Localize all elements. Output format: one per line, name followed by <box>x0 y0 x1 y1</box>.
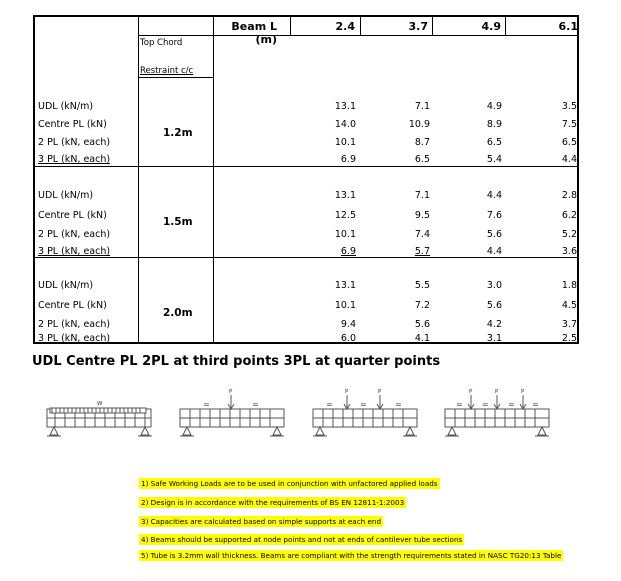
cell: 5.7 <box>414 246 430 257</box>
point-load-label: P <box>229 389 233 395</box>
note-5: 5) Tube is 3.2mm wall thickness. Beams are compliant with the strength requirements stated in NASC TG20:13 Table <box>141 551 562 560</box>
cell: 6.5 <box>414 154 430 165</box>
note-3: 3) Capacities are calculated based on simple supports at each end <box>141 517 382 526</box>
cell: 2.8 <box>561 190 577 201</box>
row-label: Centre PL (kN) <box>38 119 107 130</box>
equal-spacing-mark: = <box>326 400 333 409</box>
point-load-label: P <box>495 389 499 395</box>
centre-pl-diagram <box>180 395 284 436</box>
col-header: 6.1 <box>558 20 578 33</box>
equal-spacing-mark: = <box>532 400 539 409</box>
cell: 7.1 <box>414 190 430 201</box>
cell: 5.6 <box>486 300 502 311</box>
cell: 7.5 <box>561 119 577 130</box>
row-label: Centre PL (kN) <box>38 210 107 221</box>
cell: 3.5 <box>561 101 577 112</box>
row-label: UDL (kN/m) <box>38 101 94 112</box>
equal-spacing-mark: = <box>482 400 489 409</box>
cell: 6.5 <box>486 137 502 148</box>
udl-label: W <box>97 401 103 407</box>
cell: 5.4 <box>486 154 502 165</box>
cell: 4.4 <box>561 154 577 165</box>
equal-spacing-mark: = <box>203 400 210 409</box>
cell: 5.6 <box>414 319 430 330</box>
row-label: UDL (kN/m) <box>38 190 94 201</box>
header-rule <box>138 35 577 36</box>
cell: 14.0 <box>334 119 356 130</box>
udl-diagram <box>47 408 152 436</box>
cell: 6.9 <box>340 154 356 165</box>
restraint-value: 1.2m <box>163 127 193 139</box>
group-divider <box>35 257 577 258</box>
cell: 4.9 <box>486 101 502 112</box>
point-load-label: P <box>521 389 525 395</box>
group-divider <box>35 166 577 167</box>
row-label: UDL (kN/m) <box>38 280 94 291</box>
row-label: 3 PL (kN, each) <box>38 333 111 344</box>
load-cases-caption: UDL Centre PL 2PL at third points 3PL at quarter points <box>32 354 441 369</box>
equal-spacing-mark: = <box>508 400 515 409</box>
note-1: 1) Safe Working Loads are to be used in conjunction with unfactored applied loads <box>141 479 438 488</box>
cell: 2.5 <box>561 333 577 344</box>
cell: 13.1 <box>334 101 356 112</box>
note-4: 4) Beams should be supported at node points and not at ends of cantilever tube sections <box>141 535 463 544</box>
equal-spacing-mark: = <box>252 400 259 409</box>
row-label: 3 PL (kN, each) <box>38 154 111 165</box>
top-chord-label: Top Chord <box>140 38 183 48</box>
cell: 7.2 <box>414 300 430 311</box>
cell: 8.9 <box>486 119 502 130</box>
cell: 7.1 <box>414 101 430 112</box>
cell: 9.5 <box>414 210 430 221</box>
col-header: 3.7 <box>408 20 428 33</box>
cell: 4.4 <box>486 190 502 201</box>
cell: 6.2 <box>561 210 577 221</box>
cell: 9.4 <box>340 319 356 330</box>
restraint-label: Restraint c/c <box>140 66 194 76</box>
cell: 4.4 <box>486 246 502 257</box>
note-2: 2) Design is in accordance with the requirements of BS EN 12811-1:2003 <box>141 498 405 507</box>
equal-spacing-mark: = <box>395 400 402 409</box>
point-load-label: P <box>378 389 382 395</box>
cell: 13.1 <box>334 280 356 291</box>
equal-spacing-mark: = <box>456 400 463 409</box>
cell: 6.5 <box>561 137 577 148</box>
cell: 1.8 <box>561 280 577 291</box>
beam-length-header: Beam L (m) <box>231 20 277 46</box>
cell: 3.7 <box>561 319 577 330</box>
row-label: 2 PL (kN, each) <box>38 137 111 148</box>
row-label: 2 PL (kN, each) <box>38 229 111 240</box>
cell: 12.5 <box>334 210 356 221</box>
cell: 6.0 <box>340 333 356 344</box>
cell: 3.6 <box>561 246 577 257</box>
cell: 10.1 <box>334 229 356 240</box>
col-divider <box>505 17 506 36</box>
point-load-label: P <box>469 389 473 395</box>
restraint-rule <box>138 77 213 78</box>
col-divider <box>432 17 433 36</box>
cell: 5.6 <box>486 229 502 240</box>
row-label: 2 PL (kN, each) <box>38 319 111 330</box>
cell: 10.1 <box>334 300 356 311</box>
col-divider <box>360 17 361 36</box>
cell: 13.1 <box>334 190 356 201</box>
col-header: 4.9 <box>481 20 501 33</box>
cell: 7.6 <box>486 210 502 221</box>
restraint-value: 1.5m <box>163 216 193 228</box>
row-label: Centre PL (kN) <box>38 300 107 311</box>
cell: 4.5 <box>561 300 577 311</box>
cell: 5.2 <box>561 229 577 240</box>
cell: 4.1 <box>414 333 430 344</box>
cell: 8.7 <box>414 137 430 148</box>
load-case-diagrams <box>0 385 621 455</box>
col-divider <box>138 17 139 342</box>
row-label: 3 PL (kN, each) <box>38 246 111 257</box>
cell: 7.4 <box>414 229 430 240</box>
cell: 10.9 <box>408 119 430 130</box>
equal-spacing-mark: = <box>360 400 367 409</box>
cell: 5.5 <box>414 280 430 291</box>
cell: 4.2 <box>486 319 502 330</box>
cell: 3.0 <box>486 280 502 291</box>
cell: 10.1 <box>334 137 356 148</box>
point-load-label: P <box>345 389 349 395</box>
col-divider <box>290 17 291 36</box>
col-header: 2.4 <box>335 20 355 33</box>
cell: 6.9 <box>340 246 356 257</box>
capacity-table <box>33 15 579 344</box>
cell: 3.1 <box>486 333 502 344</box>
col-divider <box>213 17 214 342</box>
restraint-value: 2.0m <box>163 307 193 319</box>
